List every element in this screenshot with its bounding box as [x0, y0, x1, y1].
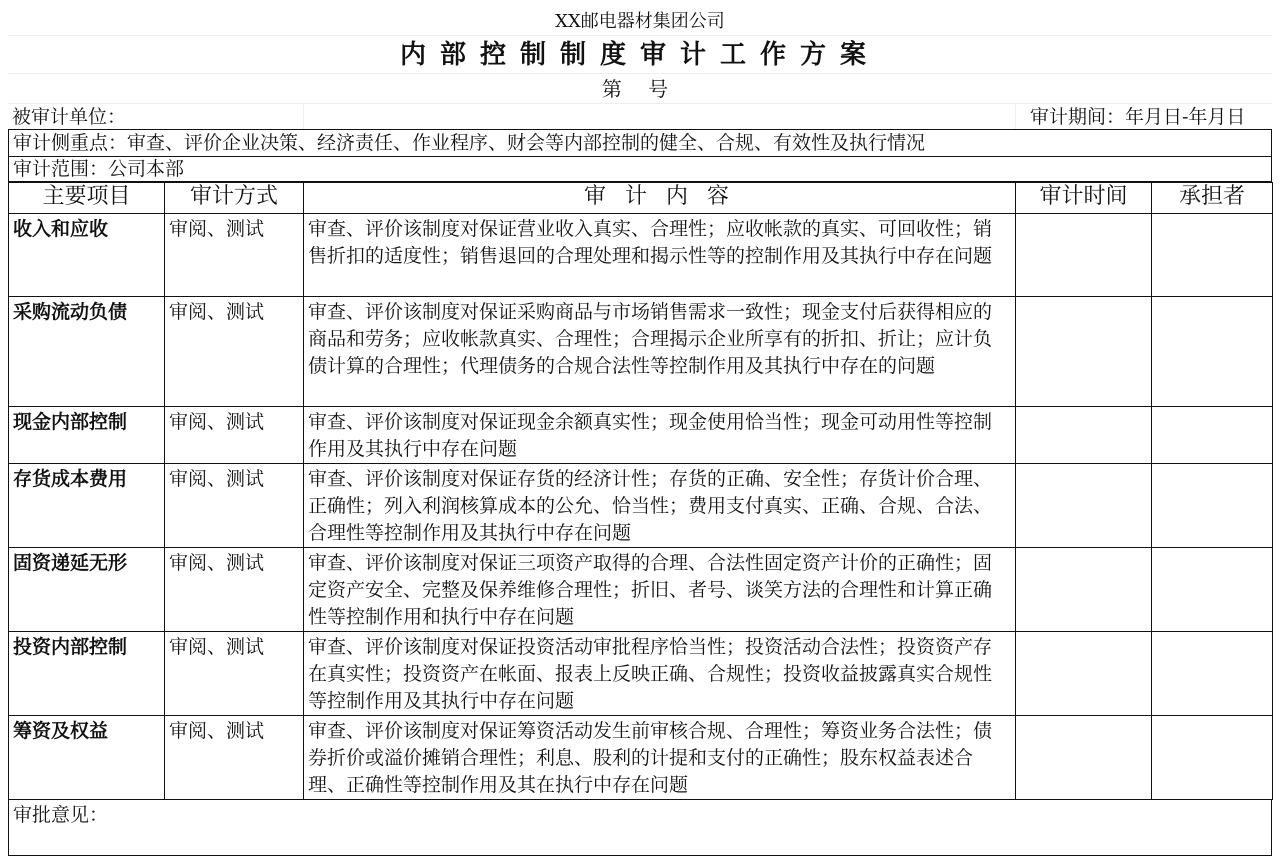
row-item: 收入和应收 — [9, 214, 165, 297]
row-owner[interactable] — [1152, 548, 1273, 632]
row-method: 审阅、测试 — [165, 297, 304, 407]
unit-period-row — [8, 104, 1272, 130]
row-item: 现金内部控制 — [9, 407, 165, 464]
row-owner[interactable] — [1152, 214, 1273, 297]
table-row — [9, 716, 1273, 800]
column-header-owner: 承担者 — [1152, 183, 1273, 214]
row-method: 审阅、测试 — [165, 214, 304, 297]
column-header-content: 审 计 内 容 — [304, 183, 1016, 214]
row-owner[interactable] — [1152, 716, 1273, 800]
row-content: 审查、评价该制度对保证三项资产取得的合理、合法性固定资产计价的正确性；固定资产安全、完整及保养维修合理性；折旧、者号、谈笑方法的合理性和计算正确性等控制作用和执行中存在问题 — [304, 548, 1016, 632]
audit-scope: 审计范围：公司本部 — [8, 157, 1272, 182]
approval-opinion[interactable]: 审批意见： — [8, 800, 1272, 856]
row-item: 投资内部控制 — [9, 632, 165, 716]
audited-unit-label: 被审计单位： — [12, 106, 127, 128]
row-time[interactable] — [1016, 716, 1152, 800]
column-header-item: 主要项目 — [9, 183, 165, 214]
row-time[interactable] — [1016, 297, 1152, 407]
row-item: 筹资及权益 — [9, 716, 165, 800]
table-row — [9, 548, 1273, 632]
row-item: 存货成本费用 — [9, 464, 165, 548]
table-header-row — [9, 183, 1273, 214]
row-time[interactable] — [1016, 464, 1152, 548]
row-owner[interactable] — [1152, 297, 1273, 407]
row-content: 审查、评价该制度对保证采购商品与市场销售需求一致性；现金支付后获得相应的商品和劳务；应收帐款真实、合理性；合理揭示企业所享有的折扣、折让；应计负债计算的合理性；代理债务的合规合法性等控制作用及其执行中存在的问题 — [304, 297, 1016, 407]
table-row — [9, 214, 1273, 297]
audit-items-table — [8, 182, 1273, 800]
row-content: 审查、评价该制度对保证现金余额真实性；现金使用恰当性；现金可动用性等控制作用及其执行中存在问题 — [304, 407, 1016, 464]
row-item: 固资递延无形 — [9, 548, 165, 632]
row-content: 审查、评价该制度对保证存货的经济计性；存货的正确、安全性；存货计价合理、正确性；列入利润核算成本的公允、恰当性；费用支付真实、正确、合规、合法、合理性等控制作用及其执行中存在问题 — [304, 464, 1016, 548]
audit-focus: 审计侧重点：审查、评价企业决策、经济责任、作业程序、财会等内部控制的健全、合规、有效性及执行情况 — [8, 130, 1272, 157]
row-owner[interactable] — [1152, 407, 1273, 464]
table-row — [9, 297, 1273, 407]
table-row — [9, 407, 1273, 464]
row-method: 审阅、测试 — [165, 464, 304, 548]
row-time[interactable] — [1016, 548, 1152, 632]
audit-plan-sheet — [8, 8, 1272, 856]
row-owner[interactable] — [1152, 464, 1273, 548]
row-method: 审阅、测试 — [165, 548, 304, 632]
document-title: 内部控制制度审计工作方案 — [8, 36, 1272, 74]
row-time[interactable] — [1016, 407, 1152, 464]
row-method: 审阅、测试 — [165, 632, 304, 716]
row-time[interactable] — [1016, 214, 1152, 297]
column-header-time: 审计时间 — [1016, 183, 1152, 214]
row-content: 审查、评价该制度对保证投资活动审批程序恰当性；投资活动合法性；投资资产存在真实性；投资资产在帐面、报表上反映正确、合规性；投资收益披露真实合规性等控制作用及其执行中存在问题 — [304, 632, 1016, 716]
row-content: 审查、评价该制度对保证营业收入真实、合理性；应收帐款的真实、可回收性；销售折扣的适度性；销售退回的合理处理和揭示性等的控制作用及其执行中存在问题 — [304, 214, 1016, 297]
row-method: 审阅、测试 — [165, 407, 304, 464]
row-time[interactable] — [1016, 632, 1152, 716]
document-number: 第 号 — [8, 74, 1272, 104]
company-name: XX邮电器材集团公司 — [8, 8, 1272, 36]
audit-period-label: 审计期间：年月日-年月日 — [1030, 106, 1246, 128]
row-method: 审阅、测试 — [165, 716, 304, 800]
row-content: 审查、评价该制度对保证筹资活动发生前审核合规、合理性；筹资业务合法性；债券折价或溢价摊销合理性；利息、股利的计提和支付的正确性；股东权益表述合理、正确性等控制作用及其在执行中存在问题 — [304, 716, 1016, 800]
table-row — [9, 464, 1273, 548]
row-owner[interactable] — [1152, 632, 1273, 716]
column-header-method: 审计方式 — [165, 183, 304, 214]
table-row — [9, 632, 1273, 716]
row-item: 采购流动负债 — [9, 297, 165, 407]
